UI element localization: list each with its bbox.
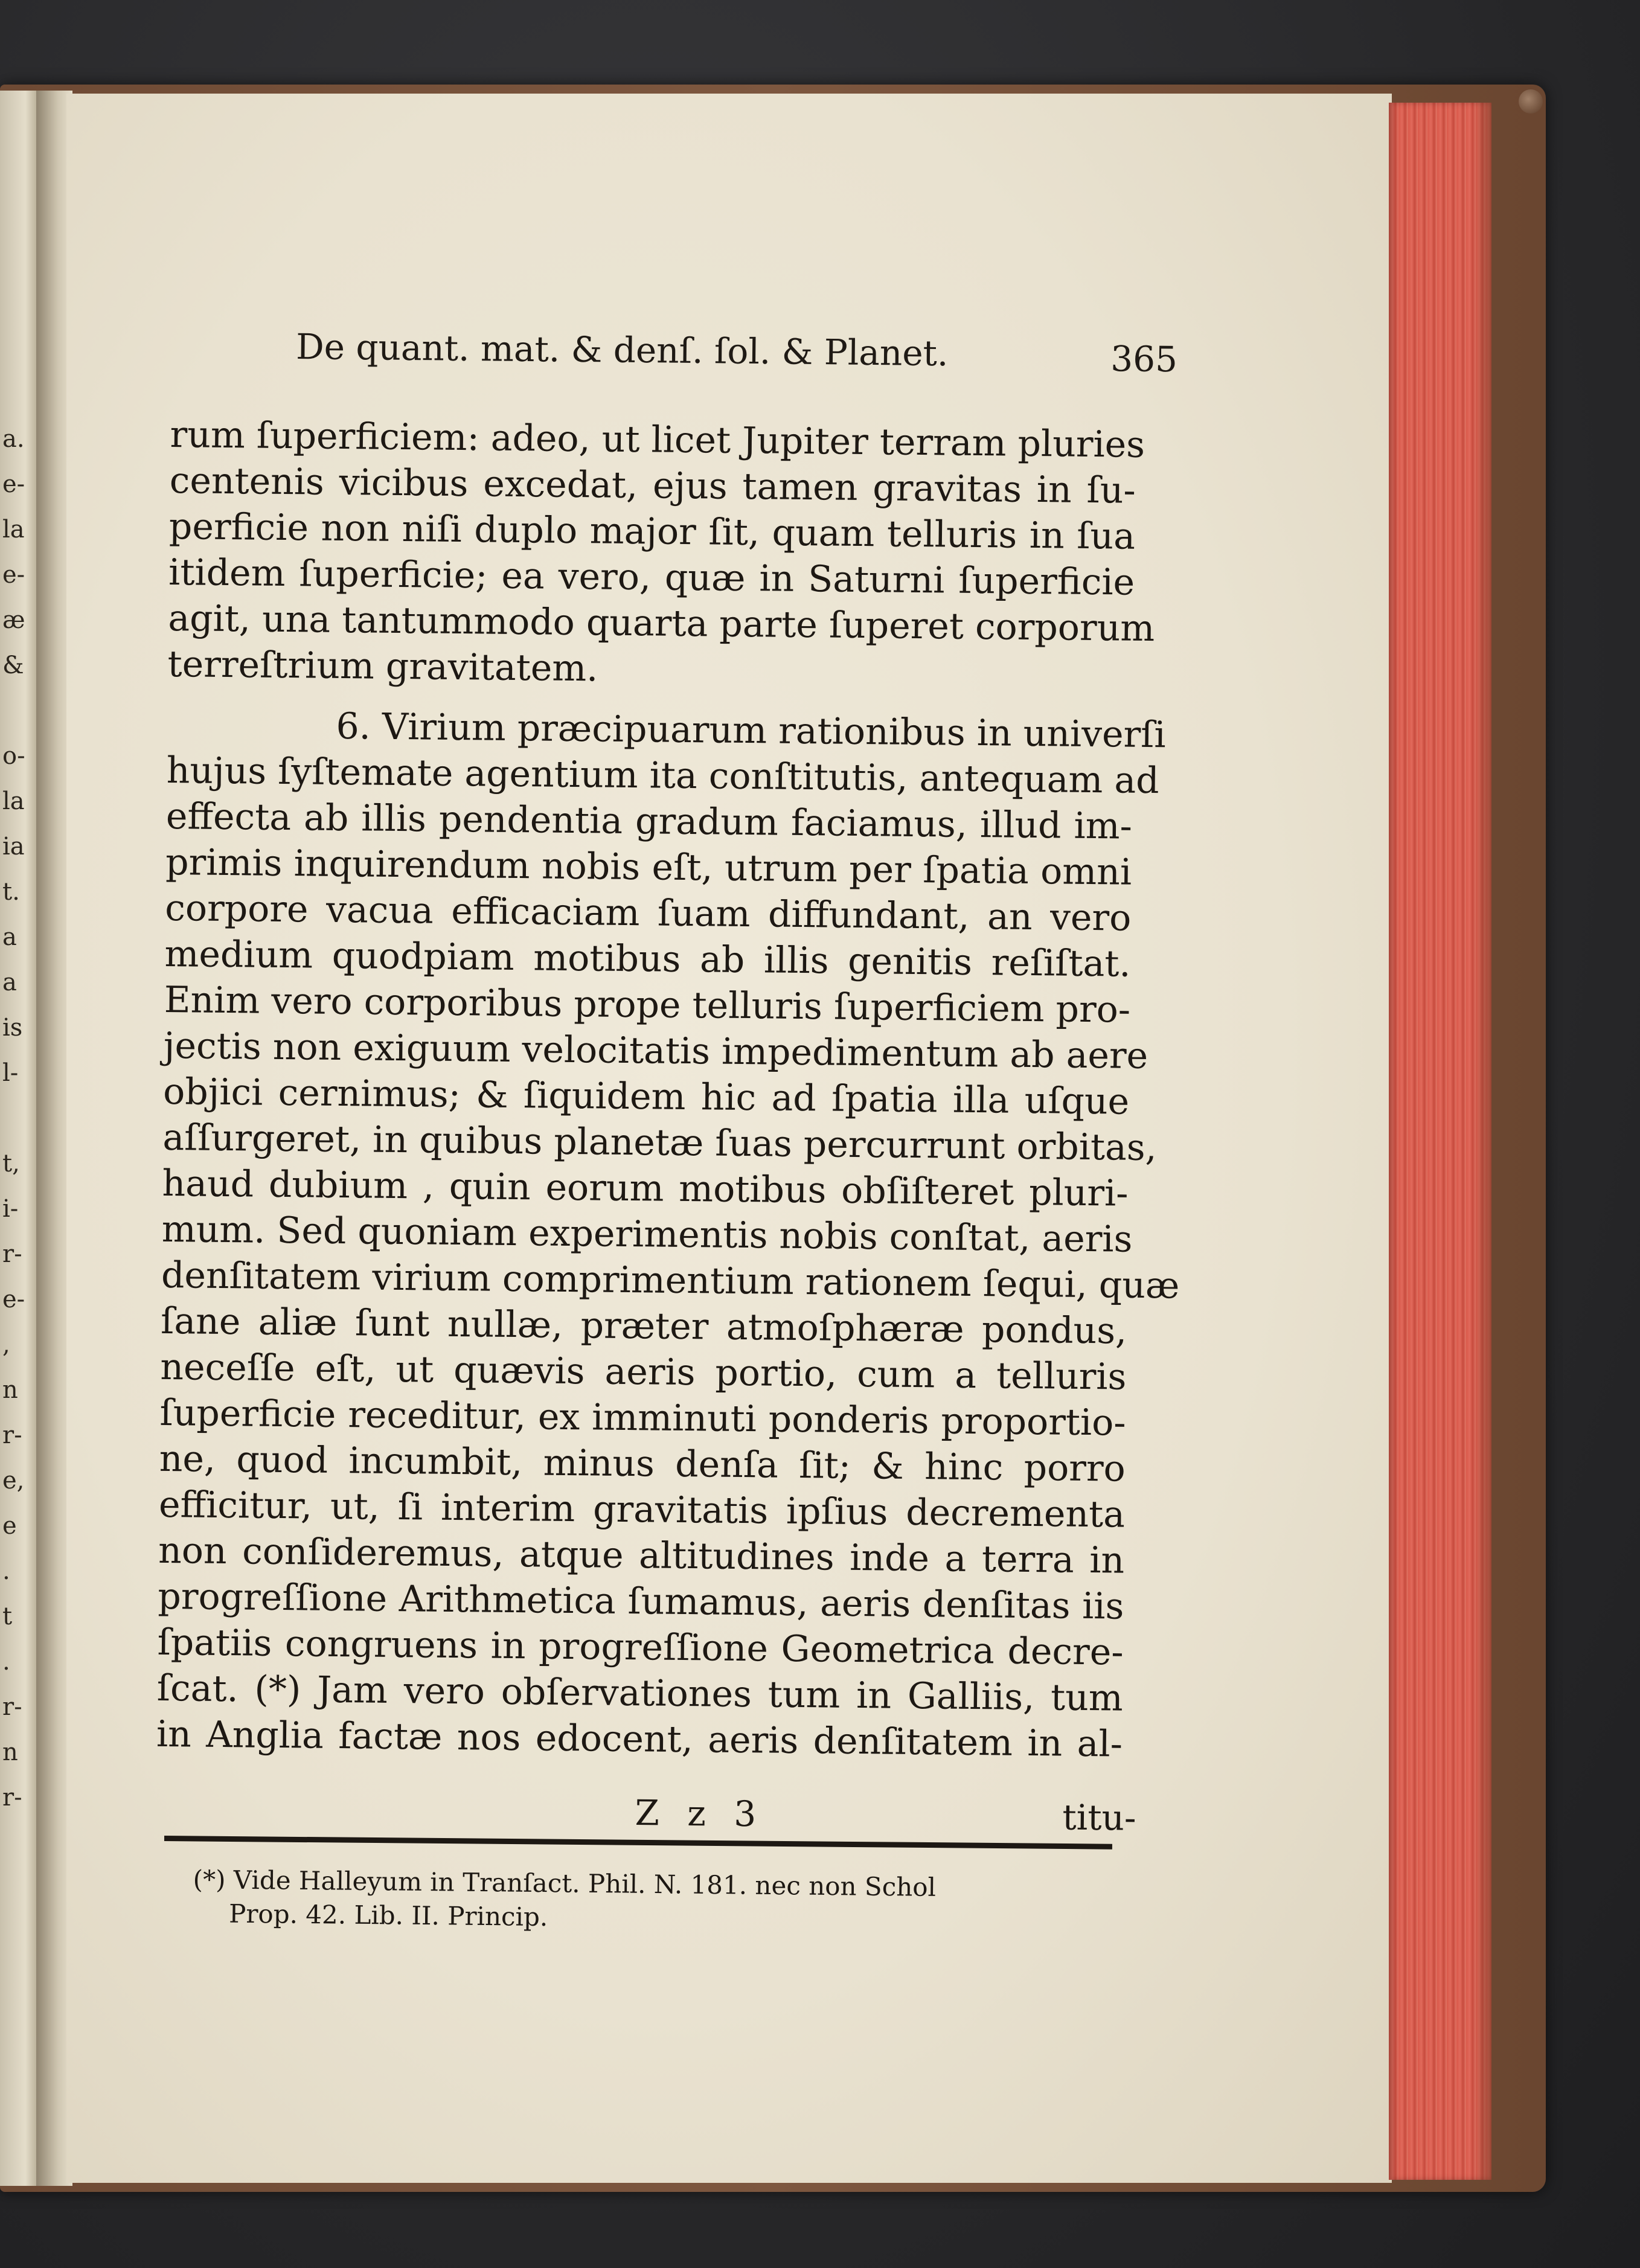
- text-line: rum ſuperficiem: adeo, ut licet Jupiter terram pluries: [170, 413, 1145, 466]
- text-line: jectis non exiguum velocitatis impedimentum ab aere: [163, 1024, 1148, 1078]
- left-page-edge: [0, 91, 36, 2186]
- text-line: mum. Sed quoniam experimentis nobis conſtat, aeris: [161, 1208, 1133, 1261]
- text-line: neceſſe eſt, ut quævis aeris portio, cum a telluris: [160, 1345, 1127, 1398]
- text-line: agit, una tantummodo quarta parte ſuperet corporum: [168, 597, 1155, 650]
- body-text: [156, 412, 1180, 1767]
- text-line: centenis vicibus excedat, ejus tamen gravitas in ſu-: [169, 459, 1136, 512]
- text-line: perficie non niſi duplo major ſit, quam telluris in ſua: [168, 505, 1136, 558]
- text-line: corpore vacua efficaciam ſuam diffundant, an vero: [165, 886, 1132, 940]
- text-line: effecta ab illis pendentia gradum faciamus, illud im-: [165, 795, 1133, 848]
- text-line: ſuperficie receditur, ex imminuti ponderis proportio-: [159, 1391, 1126, 1444]
- text-line: efficitur, ut, ſi interim gravitatis ipſius decrementa: [158, 1483, 1126, 1536]
- text-line: ne, quod incumbit, minus denſa ſit; & hinc porro: [159, 1437, 1126, 1490]
- footnote: [193, 1863, 1135, 1940]
- text-line: denſitatem virium comprimentium rationem ſequi, quæ: [161, 1254, 1180, 1307]
- text-line: terreſtrium gravitatem.: [167, 642, 598, 690]
- text-line: primis inquirendum nobis eſt, utrum per ſpatia omni: [165, 841, 1132, 894]
- text-line: haud dubium , quin eorum motibus obſiſteret pluri-: [162, 1162, 1129, 1215]
- text-line: 6. Virium præcipuarum rationibus in univerſi: [336, 705, 1166, 757]
- text-line: ſpatiis congruens in progreſſione Geometrica decre-: [157, 1621, 1124, 1674]
- red-page-edges: [1389, 103, 1491, 2180]
- footnote-line: (*) Vide Halleyum in Tranſact. Phil. N. 181. nec non Schol: [193, 1864, 937, 1902]
- text-line: hujus ſyſtemate agentium ita conſtitutis, antequam ad: [166, 749, 1159, 802]
- running-header: [295, 326, 1177, 396]
- footnote-line: Prop. 42. Lib. II. Princip.: [228, 1898, 548, 1932]
- left-page-fragments: a. e- la e- æ & o- la ia t. a a is l- t, i- r- e- , n r- e, e . t . r- n r-: [2, 425, 25, 1812]
- text-line: Enim vero corporibus prope telluris ſuperficiem pro-: [164, 978, 1131, 1031]
- text-line: in Anglia factæ nos edocent, aeris denſitatem in al-: [156, 1712, 1123, 1766]
- cover-corner: [1519, 89, 1543, 114]
- page-number: 365: [1110, 338, 1178, 380]
- text-line: progreſſione Arithmetica ſumamus, aeris denſitas iis: [158, 1575, 1124, 1628]
- signature-mark: Z z 3: [635, 1792, 765, 1835]
- text-line: itidem ſuperficie; ea vero, quæ in Saturni ſuperficie: [168, 551, 1135, 604]
- text-line: ſane aliæ ſunt nullæ, præter atmoſphæræ pondus,: [160, 1299, 1127, 1353]
- text-line: non conſideremus, atque altitudines inde a terra in: [158, 1529, 1125, 1582]
- catchword: titu-: [1062, 1796, 1136, 1839]
- text-line: ſcat. (*) Jam vero obſervationes tum in Galliis, tum: [156, 1667, 1124, 1720]
- running-title: De quant. mat. & denſ. ſol. & Planet.: [295, 326, 949, 374]
- text-line: objici cernimus; & ſiquidem hic ad ſpatia illa uſque: [162, 1070, 1130, 1123]
- text-line: aſſurgeret, in quibus planetæ ſuas percurrunt orbitas,: [162, 1116, 1158, 1170]
- text-line: medium quodpiam motibus ab illis genitis reſiſtat.: [164, 932, 1131, 985]
